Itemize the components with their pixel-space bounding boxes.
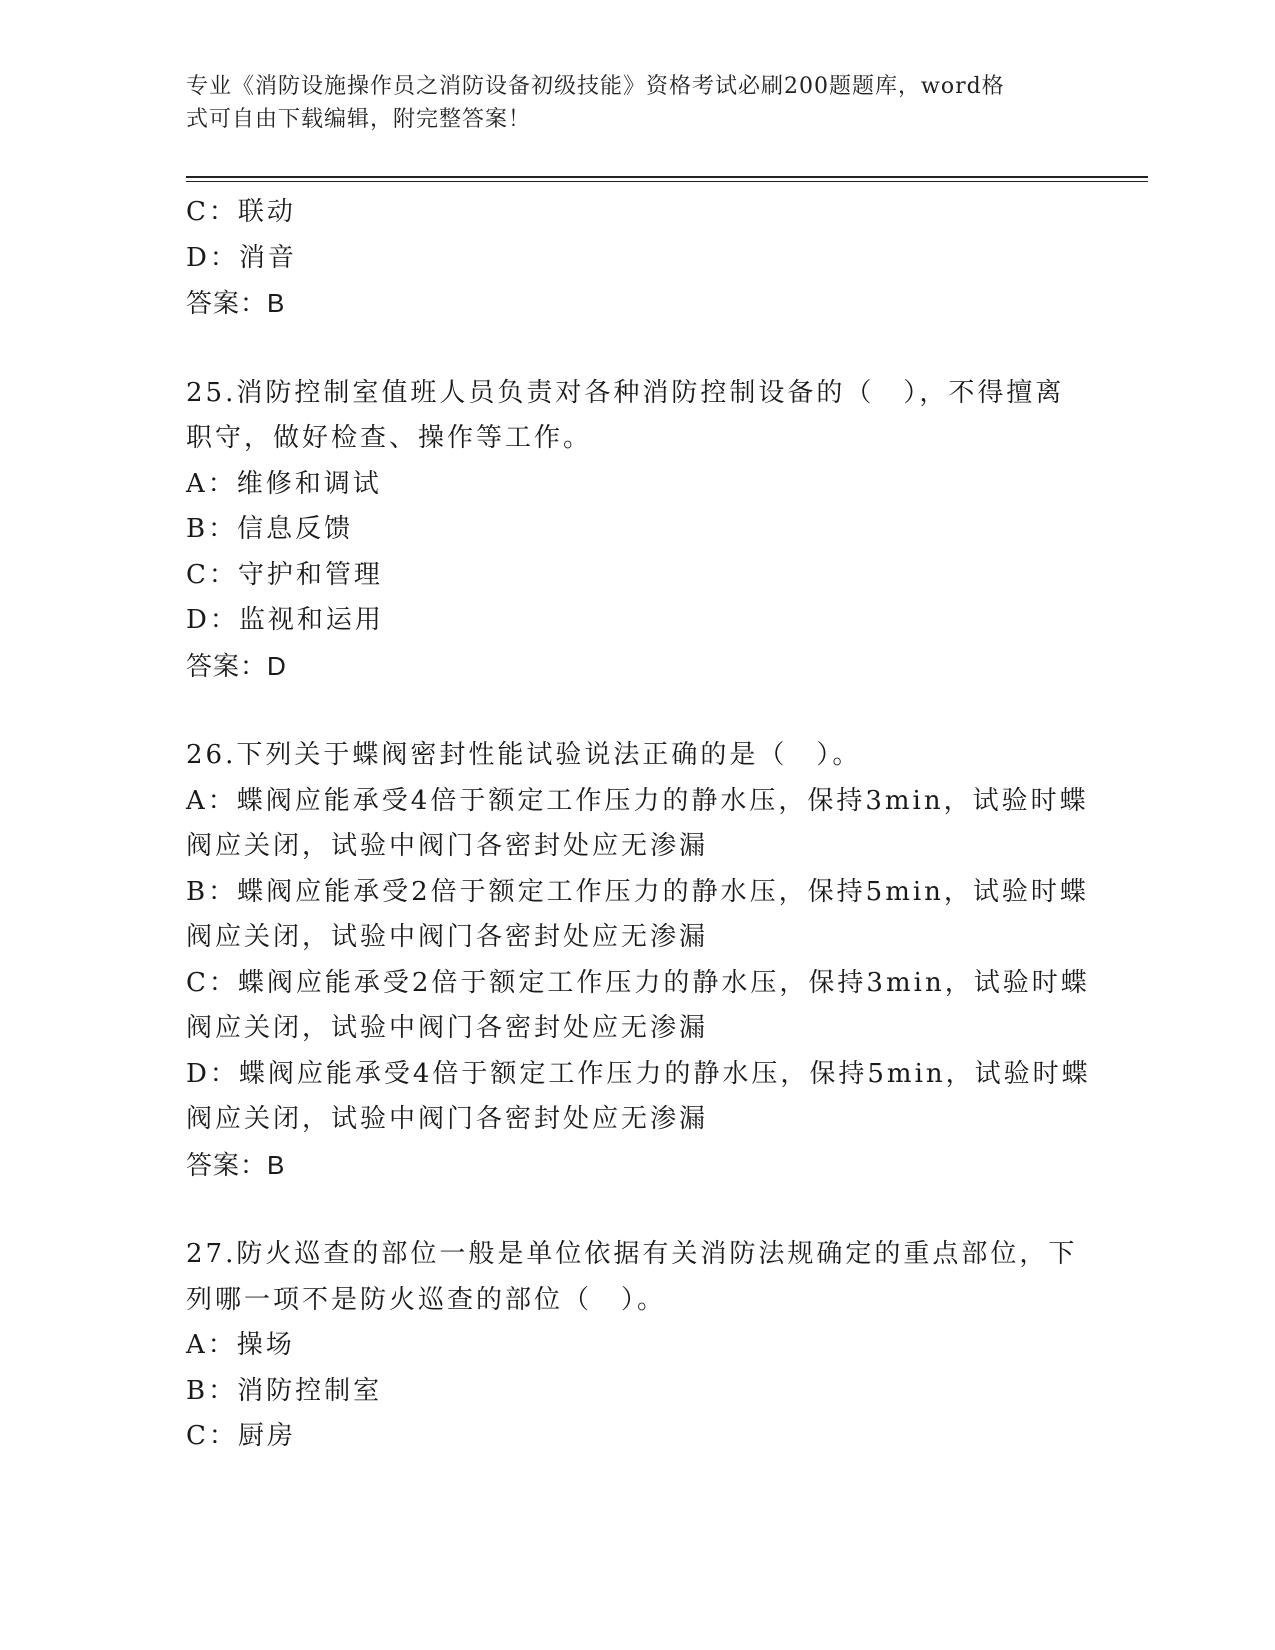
answer: 答案：B xyxy=(186,288,286,318)
option-b: B：信息反馈 xyxy=(186,514,354,544)
header-line-1: 专业《消防设施操作员之消防设备初级技能》资格考试必刷200题题库，word格 xyxy=(186,74,1005,99)
header-line-2: 式可自由下载编辑，附完整答案！ xyxy=(186,107,532,132)
question-stem: 26.下列关于蝶阀密封性能试验说法正确的是（ ）。 xyxy=(186,740,862,770)
option-d-continued: 阀应关闭，试验中阀门各密封处应无渗漏 xyxy=(186,1104,709,1134)
header-divider-thick xyxy=(186,176,1148,178)
question-stem: 25.消防控制室值班人员负责对各种消防控制设备的（ ），不得擅离 xyxy=(186,377,1065,408)
option-d: D：消音 xyxy=(186,242,297,273)
option-c: C：厨房 xyxy=(186,1421,296,1451)
option-d: D：监视和运用 xyxy=(186,605,384,635)
question-27 xyxy=(186,1232,1086,1460)
option-c: C：蝶阀应能承受2倍于额定工作压力的静水压，保持3min，试验时蝶 xyxy=(186,967,1090,998)
option-a: A：维修和调试 xyxy=(186,468,382,499)
option-b: B：消防控制室 xyxy=(186,1375,383,1406)
question-24-tail xyxy=(186,190,1086,327)
question-stem-continued: 职守，做好检查、操作等工作。 xyxy=(186,423,593,453)
answer: 答案：D xyxy=(186,650,287,681)
header-divider-thin xyxy=(186,181,1148,182)
document-body xyxy=(186,190,1091,1460)
document-header xyxy=(186,70,1066,136)
option-a: A：操场 xyxy=(186,1330,295,1360)
option-d: D：蝶阀应能承受4倍于额定工作压力的静水压，保持5min，试验时蝶 xyxy=(186,1058,1091,1089)
option-a: A：蝶阀应能承受4倍于额定工作压力的静水压，保持3min，试验时蝶 xyxy=(186,785,1089,816)
answer: 答案：B xyxy=(186,1149,286,1180)
option-c: C：联动 xyxy=(186,197,296,227)
option-c: C：守护和管理 xyxy=(186,559,383,590)
option-b-continued: 阀应关闭，试验中阀门各密封处应无渗漏 xyxy=(186,922,709,952)
option-c-continued: 阀应关闭，试验中阀门各密封处应无渗漏 xyxy=(186,1013,709,1043)
question-stem-continued: 列哪一项不是防火巡查的部位（ ）。 xyxy=(186,1284,667,1315)
question-25 xyxy=(186,371,1086,690)
question-stem: 27.防火巡查的部位一般是单位依据有关消防法规确定的重点部位，下 xyxy=(186,1239,1078,1269)
option-b: B：蝶阀应能承受2倍于额定工作压力的静水压，保持5min，试验时蝶 xyxy=(186,876,1089,907)
option-a-continued: 阀应关闭，试验中阀门各密封处应无渗漏 xyxy=(186,831,709,861)
question-26 xyxy=(186,733,1091,1188)
